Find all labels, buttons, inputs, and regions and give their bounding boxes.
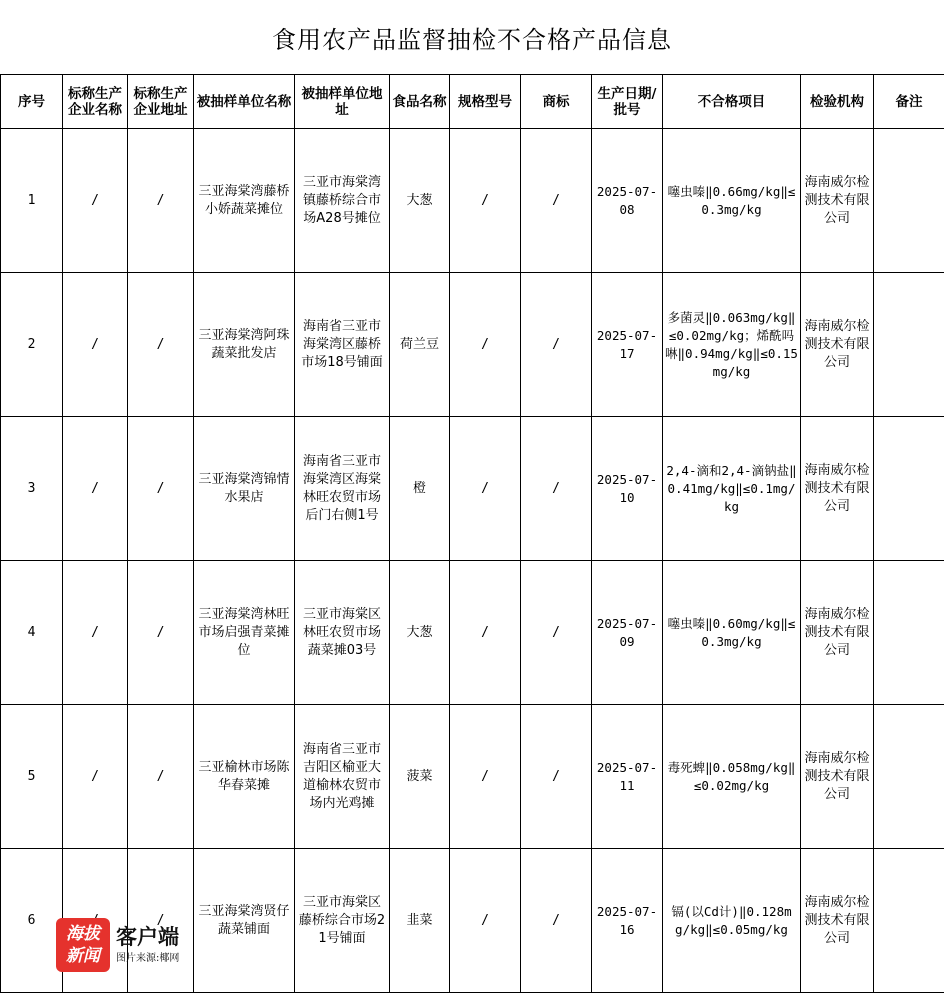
cell-brand: /	[521, 849, 592, 993]
cell-seq: 4	[1, 561, 63, 705]
cell-brand: /	[521, 273, 592, 417]
cell-seq: 3	[1, 417, 63, 561]
table-row	[1, 561, 944, 705]
cell-seq: 6	[1, 849, 63, 993]
cell-mfr-addr: /	[128, 417, 194, 561]
cell-date: 2025-07-16	[592, 849, 663, 993]
cell-seq: 1	[1, 129, 63, 273]
cell-food: 橙	[390, 417, 450, 561]
cell-brand: /	[521, 129, 592, 273]
header-unit-name: 被抽样单位名称	[194, 75, 295, 129]
cell-mfr-name: /	[63, 417, 128, 561]
header-spec: 规格型号	[450, 75, 521, 129]
cell-note	[874, 561, 944, 705]
table-row	[1, 705, 944, 849]
cell-agency: 海南威尔检测技术有限公司	[801, 561, 874, 705]
cell-mfr-name: /	[63, 705, 128, 849]
header-date: 生产日期/批号	[592, 75, 663, 129]
cell-mfr-addr: /	[128, 705, 194, 849]
cell-spec: /	[450, 705, 521, 849]
table-row	[1, 129, 944, 273]
cell-unit-name: 三亚海棠湾阿珠蔬菜批发店	[194, 273, 295, 417]
cell-mfr-addr: /	[128, 129, 194, 273]
header-item: 不合格项目	[663, 75, 801, 129]
cell-unit-addr: 海南省三亚市海棠湾区海棠林旺农贸市场后门右侧1号	[295, 417, 390, 561]
cell-unit-name: 三亚海棠湾贤仔蔬菜铺面	[194, 849, 295, 993]
watermark-text	[116, 924, 179, 966]
logo-line-2: 新闻	[66, 946, 100, 966]
cell-mfr-addr: /	[128, 849, 194, 993]
cell-brand: /	[521, 561, 592, 705]
cell-agency: 海南威尔检测技术有限公司	[801, 129, 874, 273]
header-food: 食品名称	[390, 75, 450, 129]
cell-agency: 海南威尔检测技术有限公司	[801, 705, 874, 849]
cell-date: 2025-07-08	[592, 129, 663, 273]
header-note: 备注	[874, 75, 944, 129]
cell-date: 2025-07-11	[592, 705, 663, 849]
logo-line-1: 海拔	[66, 924, 100, 944]
cell-date: 2025-07-10	[592, 417, 663, 561]
header-agency: 检验机构	[801, 75, 874, 129]
cell-agency: 海南威尔检测技术有限公司	[801, 273, 874, 417]
watermark-main: 客户端	[116, 925, 179, 949]
cell-food: 大葱	[390, 561, 450, 705]
header-mfr-addr: 标称生产企业地址	[128, 75, 194, 129]
cell-unit-name: 三亚海棠湾锦情水果店	[194, 417, 295, 561]
cell-unit-addr: 三亚市海棠区林旺农贸市场蔬菜摊03号	[295, 561, 390, 705]
cell-note	[874, 273, 944, 417]
header-unit-addr: 被抽样单位地址	[295, 75, 390, 129]
cell-seq: 5	[1, 705, 63, 849]
cell-item: 镉(以Cd计)‖0.128mg/kg‖≤0.05mg/kg	[663, 849, 801, 993]
table-header-row	[1, 75, 944, 129]
table-row	[1, 273, 944, 417]
cell-unit-name: 三亚海棠湾藤桥小娇蔬菜摊位	[194, 129, 295, 273]
cell-food: 韭菜	[390, 849, 450, 993]
cell-seq: 2	[1, 273, 63, 417]
cell-food: 荷兰豆	[390, 273, 450, 417]
cell-mfr-name: /	[63, 273, 128, 417]
cell-note	[874, 417, 944, 561]
cell-note	[874, 129, 944, 273]
news-client-watermark	[56, 917, 206, 973]
cell-mfr-addr: /	[128, 561, 194, 705]
cell-date: 2025-07-09	[592, 561, 663, 705]
cell-mfr-addr: /	[128, 273, 194, 417]
watermark-source: 图片来源:椰网	[116, 953, 180, 964]
cell-unit-addr: 三亚市海棠区藤桥综合市场21号铺面	[295, 849, 390, 993]
header-seq: 序号	[1, 75, 63, 129]
cell-unit-name: 三亚海棠湾林旺市场启强青菜摊位	[194, 561, 295, 705]
cell-spec: /	[450, 129, 521, 273]
cell-spec: /	[450, 273, 521, 417]
cell-date: 2025-07-17	[592, 273, 663, 417]
cell-mfr-name: /	[63, 561, 128, 705]
table-row	[1, 417, 944, 561]
cell-food: 菠菜	[390, 705, 450, 849]
cell-item: 2,4-滴和2,4-滴钠盐‖0.41mg/kg‖≤0.1mg/kg	[663, 417, 801, 561]
page-title: 食用农产品监督抽检不合格产品信息	[272, 25, 672, 54]
header-brand: 商标	[521, 75, 592, 129]
news-logo-icon	[56, 918, 110, 972]
cell-unit-addr: 海南省三亚市吉阳区榆亚大道榆林农贸市场内光鸡摊	[295, 705, 390, 849]
cell-note	[874, 849, 944, 993]
cell-item: 毒死蜱‖0.058mg/kg‖≤0.02mg/kg	[663, 705, 801, 849]
cell-mfr-name: /	[63, 129, 128, 273]
cell-food: 大葱	[390, 129, 450, 273]
cell-spec: /	[450, 849, 521, 993]
nonconforming-products-table	[0, 74, 944, 993]
cell-agency: 海南威尔检测技术有限公司	[801, 849, 874, 993]
cell-unit-addr: 三亚市海棠湾镇藤桥综合市场A28号摊位	[295, 129, 390, 273]
cell-item: 多菌灵‖0.063mg/kg‖≤0.02mg/kg；烯酰吗啉‖0.94mg/kg‖≤0.15mg/kg	[663, 273, 801, 417]
cell-spec: /	[450, 417, 521, 561]
cell-brand: /	[521, 705, 592, 849]
cell-item: 噻虫嗪‖0.66mg/kg‖≤0.3mg/kg	[663, 129, 801, 273]
cell-note	[874, 705, 944, 849]
cell-spec: /	[450, 561, 521, 705]
cell-item: 噻虫嗪‖0.60mg/kg‖≤0.3mg/kg	[663, 561, 801, 705]
cell-agency: 海南威尔检测技术有限公司	[801, 417, 874, 561]
cell-brand: /	[521, 417, 592, 561]
cell-unit-addr: 海南省三亚市海棠湾区藤桥市场18号铺面	[295, 273, 390, 417]
cell-unit-name: 三亚榆林市场陈华春菜摊	[194, 705, 295, 849]
header-mfr-name: 标称生产企业名称	[63, 75, 128, 129]
